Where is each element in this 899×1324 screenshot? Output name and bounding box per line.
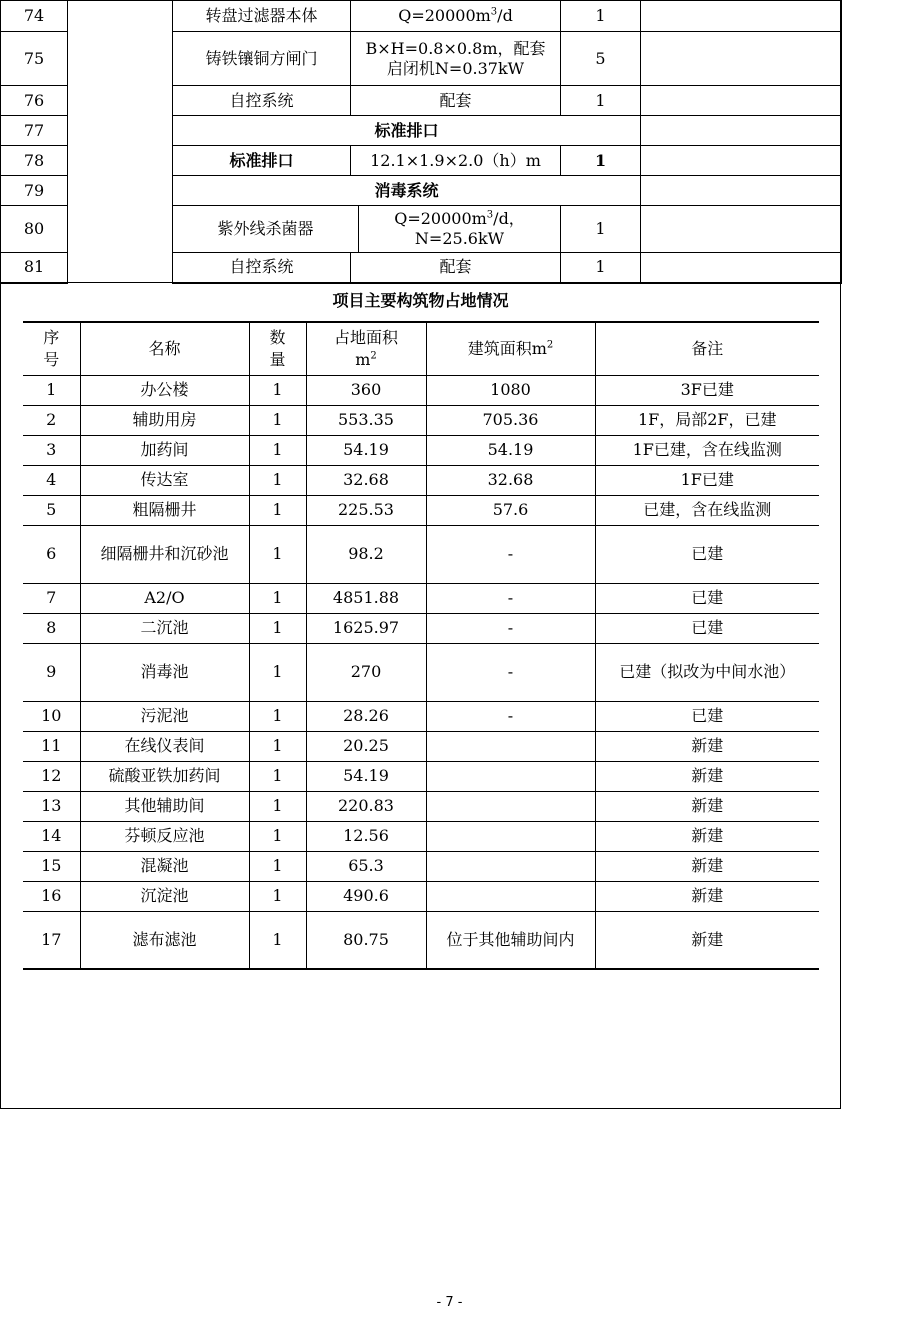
table-row (1, 1, 842, 32)
table-row (23, 613, 819, 643)
table-row (23, 643, 819, 701)
remark-cell (641, 206, 842, 253)
remark-cell: 已建，含在线监测 (595, 495, 819, 525)
building-area (426, 791, 595, 821)
structure-name: 细隔栅井和沉砂池 (80, 525, 249, 583)
building-area (426, 731, 595, 761)
structure-name: 辅助用房 (80, 405, 249, 435)
structure-qty: 1 (249, 761, 306, 791)
table-row (23, 701, 819, 731)
footprint-area: 28.26 (306, 701, 426, 731)
equipment-spec: 配套 (351, 253, 561, 283)
equipment-qty: 1 (561, 253, 641, 283)
building-area: 57.6 (426, 495, 595, 525)
equipment-name: 标准排口 (173, 146, 351, 176)
structure-name: 在线仪表间 (80, 731, 249, 761)
remark-cell (641, 116, 842, 146)
category-cell (68, 1, 173, 283)
building-area: 54.19 (426, 435, 595, 465)
row-number: 3 (23, 435, 80, 465)
remark-cell (641, 176, 842, 206)
row-number: 81 (1, 253, 68, 283)
building-area: - (426, 643, 595, 701)
section-heading: 标准排口 (173, 116, 641, 146)
structure-qty: 1 (249, 791, 306, 821)
equipment-spec: B×H=0.8×0.8m，配套启闭机N=0.37kW (351, 32, 561, 86)
structure-qty: 1 (249, 851, 306, 881)
row-number: 11 (23, 731, 80, 761)
header-remark: 备注 (595, 322, 819, 375)
section-heading: 消毒系统 (173, 176, 641, 206)
table-row (23, 583, 819, 613)
remark-cell (641, 86, 842, 116)
structure-qty: 1 (249, 375, 306, 405)
building-area (426, 761, 595, 791)
building-area: 705.36 (426, 405, 595, 435)
equipment-spec: $Q=20000m^3/d$ (351, 1, 561, 32)
structure-name: 芬顿反应池 (80, 821, 249, 851)
building-area (426, 881, 595, 911)
equipment-name: 自控系统 (173, 253, 351, 283)
remark-cell (641, 1, 842, 32)
land-use-table (23, 321, 819, 970)
remark-cell: 新建 (595, 761, 819, 791)
structure-name: 污泥池 (80, 701, 249, 731)
row-number: 77 (1, 116, 68, 146)
header-qty: 数量 (249, 322, 306, 375)
structure-name: 消毒池 (80, 643, 249, 701)
table-row (23, 911, 819, 969)
structure-name: 滤布滤池 (80, 911, 249, 969)
footprint-area: 65.3 (306, 851, 426, 881)
footprint-area: 360 (306, 375, 426, 405)
page-number: - 7 - (436, 1295, 463, 1310)
structure-qty: 1 (249, 583, 306, 613)
remark-cell: 新建 (595, 821, 819, 851)
footprint-area: 270 (306, 643, 426, 701)
remark-cell (641, 32, 842, 86)
structure-qty: 1 (249, 435, 306, 465)
land-table-body (23, 375, 819, 969)
structure-name: 传达室 (80, 465, 249, 495)
row-number: 17 (23, 911, 80, 969)
building-area: 32.68 (426, 465, 595, 495)
building-area (426, 851, 595, 881)
header-area: 占地面积$m^2$ (306, 322, 426, 375)
remark-cell: 新建 (595, 731, 819, 761)
row-number: 4 (23, 465, 80, 495)
row-number: 80 (1, 206, 68, 253)
equipment-spec: 12.1×1.9×2.0（h）m (351, 146, 561, 176)
structure-qty: 1 (249, 405, 306, 435)
row-number: 74 (1, 1, 68, 32)
header-build: 建筑面积$m^2$ (426, 322, 595, 375)
structure-qty: 1 (249, 495, 306, 525)
remark-cell: 1F，局部2F，已建 (595, 405, 819, 435)
structure-qty: 1 (249, 821, 306, 851)
equipment-spec: 配套 (351, 86, 561, 116)
structure-qty: 1 (249, 911, 306, 969)
equipment-name: 紫外线杀菌器 (173, 206, 359, 253)
table-row (23, 731, 819, 761)
structure-qty: 1 (249, 643, 306, 701)
footprint-area: 1625.97 (306, 613, 426, 643)
row-number: 75 (1, 32, 68, 86)
table-row (23, 375, 819, 405)
remark-cell: 已建（拟改为中间水池） (595, 643, 819, 701)
equipment-qty: 1 (561, 86, 641, 116)
building-area: 1080 (426, 375, 595, 405)
equipment-name: 铸铁镶铜方闸门 (173, 32, 351, 86)
table-row (23, 851, 819, 881)
table-row (23, 761, 819, 791)
footprint-area: 225.53 (306, 495, 426, 525)
footprint-area: 32.68 (306, 465, 426, 495)
header-no: 序号 (23, 322, 80, 375)
row-number: 8 (23, 613, 80, 643)
building-area: 位于其他辅助间内 (426, 911, 595, 969)
remark-cell: 已建 (595, 701, 819, 731)
equipment-qty: 5 (561, 32, 641, 86)
header-name: 名称 (80, 322, 249, 375)
structure-name: 沉淀池 (80, 881, 249, 911)
table-row (23, 791, 819, 821)
row-number: 78 (1, 146, 68, 176)
footprint-area: 490.6 (306, 881, 426, 911)
row-number: 7 (23, 583, 80, 613)
building-area: - (426, 583, 595, 613)
structure-qty: 1 (249, 731, 306, 761)
remark-cell: 新建 (595, 881, 819, 911)
row-number: 5 (23, 495, 80, 525)
remark-cell: 新建 (595, 791, 819, 821)
structure-name: 办公楼 (80, 375, 249, 405)
equipment-name: 自控系统 (173, 86, 351, 116)
table-header-row (23, 322, 819, 375)
structure-name: A2/O (80, 583, 249, 613)
row-number: 14 (23, 821, 80, 851)
row-number: 76 (1, 86, 68, 116)
remark-cell: 3F已建 (595, 375, 819, 405)
row-number: 79 (1, 176, 68, 206)
footprint-area: 80.75 (306, 911, 426, 969)
footprint-area: 4851.88 (306, 583, 426, 613)
structure-qty: 1 (249, 701, 306, 731)
table-row (23, 821, 819, 851)
table-row (23, 435, 819, 465)
structure-qty: 1 (249, 613, 306, 643)
row-number: 6 (23, 525, 80, 583)
row-number: 15 (23, 851, 80, 881)
structure-name: 混凝池 (80, 851, 249, 881)
building-area: - (426, 613, 595, 643)
row-number: 16 (23, 881, 80, 911)
footprint-area: 553.35 (306, 405, 426, 435)
row-number: 2 (23, 405, 80, 435)
footprint-area: 98.2 (306, 525, 426, 583)
building-area: - (426, 525, 595, 583)
table-row (23, 405, 819, 435)
equipment-name: 转盘过滤器本体 (173, 1, 351, 32)
table-row (23, 465, 819, 495)
row-number: 9 (23, 643, 80, 701)
table-title: 项目主要构筑物占地情况 (332, 291, 509, 310)
structure-qty: 1 (249, 881, 306, 911)
equipment-spec: $Q=20000m^3/d$，N=25.6kW (359, 206, 561, 253)
row-number: 10 (23, 701, 80, 731)
equipment-table (0, 0, 842, 284)
table-row (23, 525, 819, 583)
footprint-area: 54.19 (306, 761, 426, 791)
table-row (23, 881, 819, 911)
footprint-area: 54.19 (306, 435, 426, 465)
remark-cell: 1F已建，含在线监测 (595, 435, 819, 465)
building-area (426, 821, 595, 851)
structure-name: 其他辅助间 (80, 791, 249, 821)
equipment-qty: 1 (561, 146, 641, 176)
footprint-area: 12.56 (306, 821, 426, 851)
footprint-area: 20.25 (306, 731, 426, 761)
remark-cell (641, 146, 842, 176)
remark-cell (641, 253, 842, 283)
remark-cell: 新建 (595, 911, 819, 969)
remark-cell: 已建 (595, 613, 819, 643)
remark-cell: 1F已建 (595, 465, 819, 495)
remark-cell: 新建 (595, 851, 819, 881)
equipment-qty: 1 (561, 206, 641, 253)
remark-cell: 已建 (595, 583, 819, 613)
remark-cell: 已建 (595, 525, 819, 583)
building-area: - (426, 701, 595, 731)
structure-name: 二沉池 (80, 613, 249, 643)
footprint-area: 220.83 (306, 791, 426, 821)
structure-name: 粗隔栅井 (80, 495, 249, 525)
row-number: 13 (23, 791, 80, 821)
structure-qty: 1 (249, 465, 306, 495)
row-number: 1 (23, 375, 80, 405)
row-number: 12 (23, 761, 80, 791)
structure-name: 加药间 (80, 435, 249, 465)
structure-name: 硫酸亚铁加药间 (80, 761, 249, 791)
table-row (23, 495, 819, 525)
structure-qty: 1 (249, 525, 306, 583)
equipment-qty: 1 (561, 1, 641, 32)
